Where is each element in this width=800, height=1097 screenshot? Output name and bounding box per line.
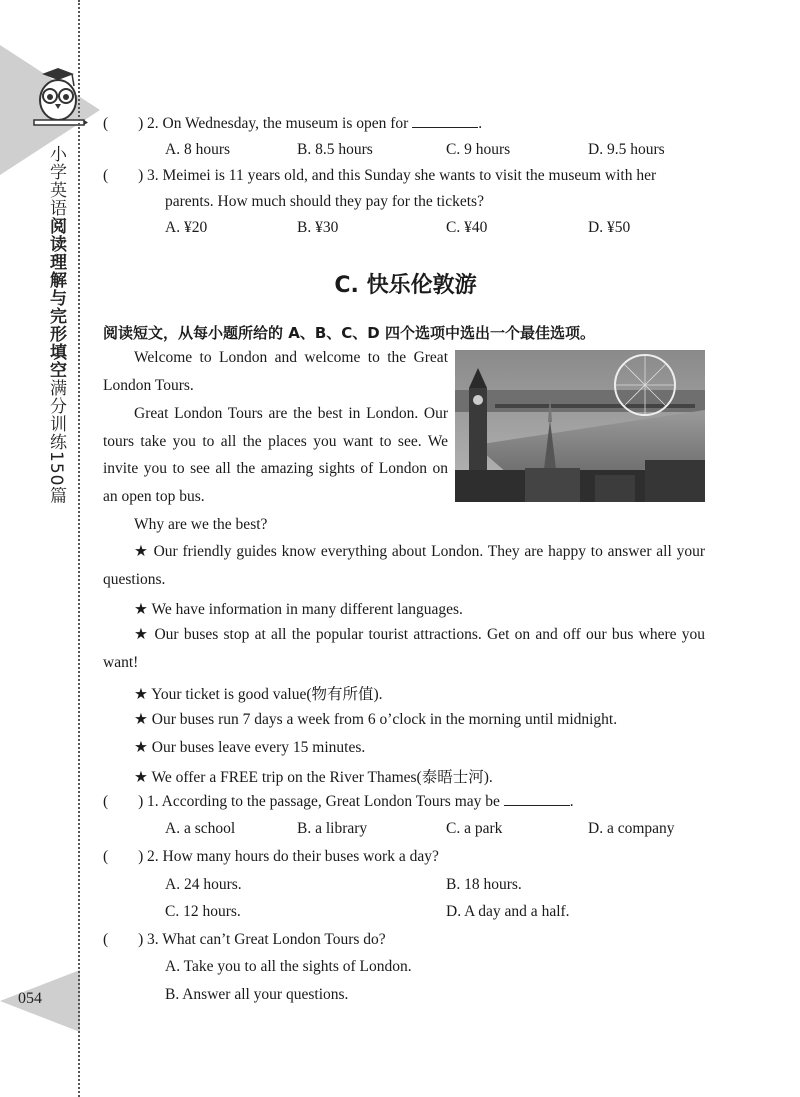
bullet-free-trip: ★ We offer a FREE trip on the River Thames(泰晤士河). [134,769,493,786]
london-photo [455,350,705,502]
option-b[interactable]: B. Answer all your questions. [165,986,349,1003]
answer-blank[interactable] [504,793,570,806]
question-text: 3. Meimei is 11 years old, and this Sunday she wants to visit the museum with her [147,167,657,184]
question-text-line2: parents. How much should they pay for the tickets? [165,193,484,210]
bullet-frequency: ★ Our buses leave every 15 minutes. [134,739,366,756]
answer-paren[interactable]: ( ) [103,167,144,184]
paragraph-2: Great London Tours are the best in London. Our tours take you to all the places you want to see. We invite you to see all the amazing sights of London on an open top bus. [103,405,448,506]
left-margin [0,0,80,1097]
option-c[interactable]: C. ¥40 [446,219,488,236]
page-number: 054 [18,990,42,1007]
answer-paren[interactable]: ( ) [103,848,144,865]
option-d[interactable]: D. 9.5 hours [588,141,665,158]
option-d[interactable]: D. a company [588,820,675,837]
why-heading: Why are we the best? [134,516,268,533]
option-b[interactable]: B. 8.5 hours [297,141,373,158]
option-a[interactable]: A. 24 hours. [165,876,242,893]
question-text: 3. What can’t Great London Tours do? [147,931,386,948]
bullet-guides: ★ Our friendly guides know everything about London. They are happy to answer all your questions. [103,543,705,588]
option-c[interactable]: C. a park [446,820,503,837]
bullet-stops: ★ Our buses stop at all the popular tourist attractions. Get on and off our bus where you want! [103,626,705,671]
bullet-value: ★ Your ticket is good value(物有所值). [134,686,383,703]
option-b[interactable]: B. a library [297,820,368,837]
instructions: 阅读短文，从每小题所给的 A、B、C、D 四个选项中选出一个最佳选项。 [103,324,595,342]
bullet-schedule: ★ Our buses run 7 days a week from 6 o’clock in the morning until midnight. [134,711,618,728]
answer-paren[interactable]: ( ) [103,931,144,948]
book-title-part-d: 150 [46,451,66,487]
option-a[interactable]: A. ¥20 [165,219,208,236]
book-title-part-b: 阅读理解与完形填空 [46,217,66,379]
question-2 [103,848,439,866]
section-title: C. 快乐伦敦游 [334,273,477,298]
question-text: 2. How many hours do their buses work a day? [147,848,439,865]
answer-blank[interactable] [412,115,478,128]
option-a[interactable]: A. a school [165,820,236,837]
binding-line [78,0,80,1097]
option-a[interactable]: A. Take you to all the sights of London. [165,958,412,975]
option-d[interactable]: D. A day and a half. [446,903,570,920]
intro-paragraph: Welcome to London and welcome to the Great London Tours. [103,349,448,394]
option-d[interactable]: D. ¥50 [588,219,631,236]
answer-paren[interactable]: ( ) [103,115,144,132]
question-prev-3 [103,167,656,185]
bullet-languages: ★ We have information in many different languages. [134,601,463,618]
book-title-part-e: 篇 [46,486,66,505]
option-c[interactable]: C. 12 hours. [165,903,241,920]
question-text: 2. On Wednesday, the museum is open for [147,115,409,132]
question-1: ( ) 1. According to the passage, Great London Tours may be . [103,793,574,810]
book-title-vertical [47,145,69,504]
question-text: 1. According to the passage, Great London Tours may be [147,793,500,810]
option-b[interactable]: B. 18 hours. [446,876,522,893]
option-c[interactable]: C. 9 hours [446,141,511,158]
book-title-part-c: 满分训练 [46,379,66,451]
option-a[interactable]: A. 8 hours [165,141,231,158]
answer-paren[interactable]: ( ) [103,793,144,810]
question-prev-2: ( ) 2. On Wednesday, the museum is open for . [103,115,483,132]
question-3 [103,931,386,949]
book-title-part-a: 小学英语 [46,145,66,217]
option-b[interactable]: B. ¥30 [297,219,339,236]
